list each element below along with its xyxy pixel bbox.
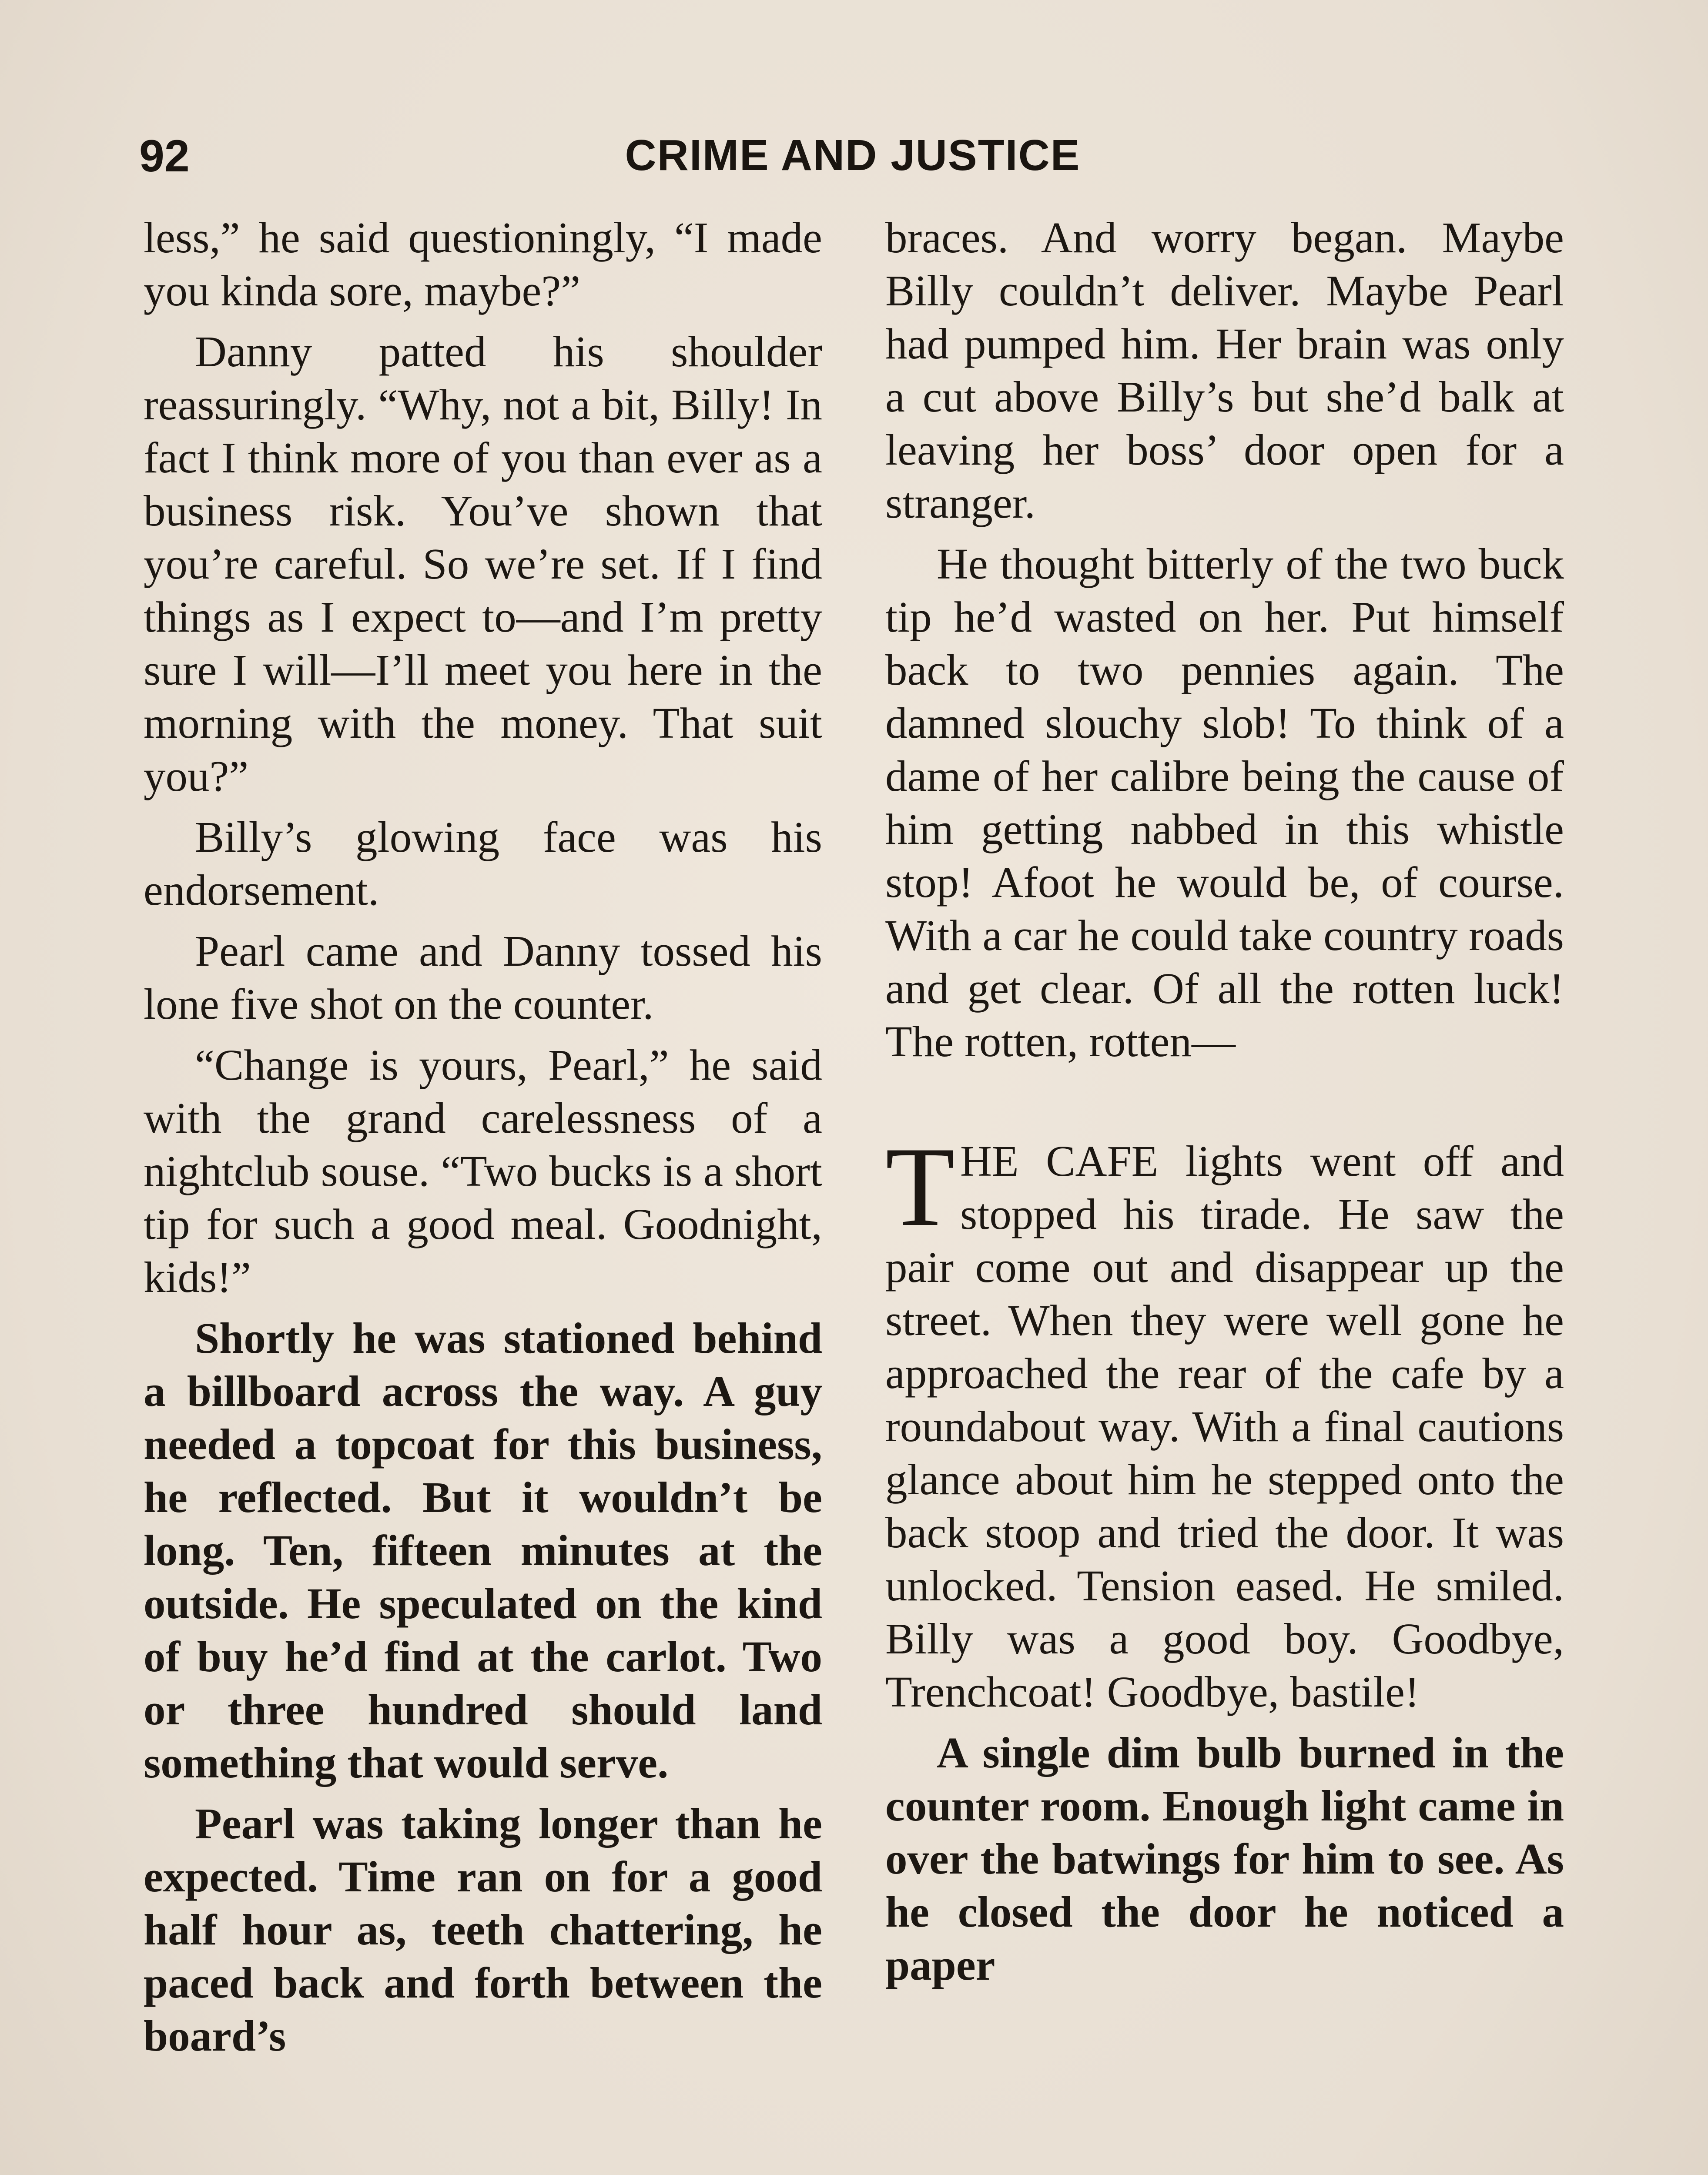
paragraph: A single dim bulb burned in the counter room. Enough light came in over the batwings for him to see. As he closed the door he noticed a paper bbox=[885, 1728, 1564, 1989]
section-break bbox=[885, 1076, 1564, 1134]
page-header bbox=[139, 130, 1566, 187]
paragraph: Danny patted his shoulder reassuringly. “Why, not a bit, Billy! In fact I think more of you than ever as a business risk. You’ve shown that you’re careful. So we’re set. If I find things as I expect to—and I’m pretty sure I will—I’ll meet you here in the morning with the money. That suit you?” bbox=[144, 327, 822, 800]
running-head: CRIME AND JUSTICE bbox=[625, 131, 1081, 180]
paragraph: less,” he said questioningly, “I made you kinda sore, maybe?” bbox=[144, 213, 822, 315]
paragraph: Billy’s glowing face was his endorsement. bbox=[144, 813, 822, 914]
paragraph: “Change is yours, Pearl,” he said with the grand carelessness of a nightclub souse. “Two bucks is a short tip for such a good meal. Goodnight, kids!” bbox=[144, 1041, 822, 1302]
left-column bbox=[144, 211, 822, 2070]
section-opening-paragraph bbox=[885, 1124, 1564, 1718]
paragraph: braces. And worry began. Maybe Billy couldn’t deliver. Maybe Pearl had pumped him. Her brain was only a cut above Billy’s but she’d balk at leaving her boss’ door open for a stranger. bbox=[885, 213, 1564, 527]
paragraph: Pearl was taking longer than he expected. Time ran on for a good half hour as, teeth chattering, he paced back and forth between the board’s bbox=[144, 1799, 822, 2060]
right-column bbox=[885, 211, 1564, 1999]
page-number: 92 bbox=[139, 131, 190, 181]
paragraph-text: HE CAFE lights went off and stopped his tirade. He saw the pair come out and disappear up the street. When they were well gone he approached the rear of the cafe by a roundabout way. With a final cautions glance about him he stepped onto the back stoop and tried the door. It was unlocked. Tension eased. He smiled. Billy was a good boy. Goodbye, Trenchcoat! Goodbye, bastile! bbox=[885, 1137, 1564, 1716]
drop-cap: T bbox=[885, 1124, 955, 1250]
paragraph: Shortly he was stationed behind a billboard across the way. A guy needed a topcoat for this business, he reflected. But it wouldn’t be long. Ten, fifteen minutes at the outside. He speculated on the kind of buy he’d find at the carlot. Two or three hundred should land something that would serve. bbox=[144, 1314, 822, 1787]
paragraph: Pearl came and Danny tossed his lone five shot on the counter. bbox=[144, 927, 822, 1028]
paragraph: He thought bitterly of the two buck tip he’d wasted on her. Put himself back to two pennies again. The damned slouchy slob! To think of a dame of her calibre being the cause of him getting nabbed in this whistle stop! Afoot he would be, of course. With a car he could take country roads and get clear. Of all the rotten luck! The rotten, rotten— bbox=[885, 539, 1564, 1066]
